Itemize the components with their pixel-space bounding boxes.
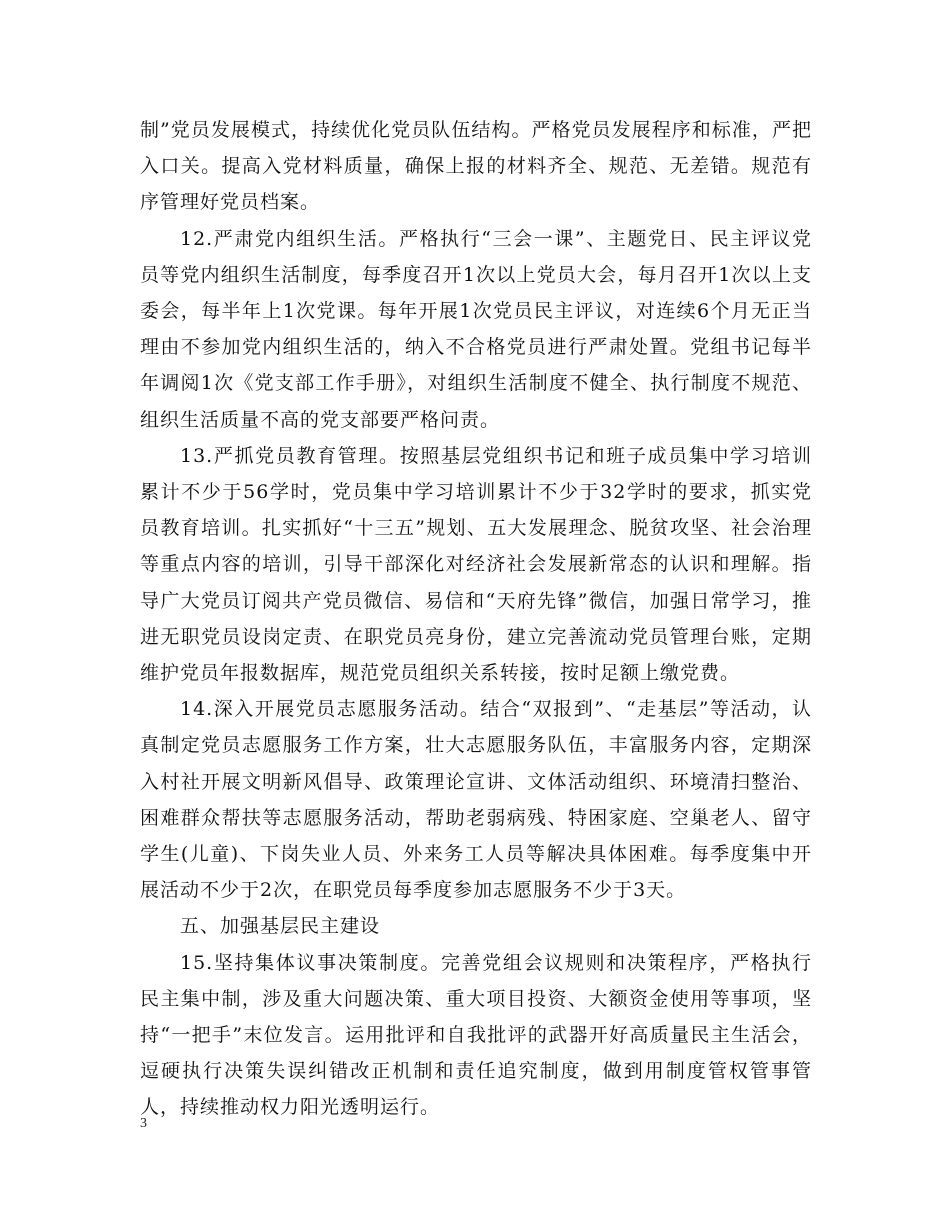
- paragraph-item-13: 13.严抓党员教育管理。按照基层党组织书记和班子成员集中学习培训累计不少于56学时，党员集中学习培训累计不少于32学时的要求，抓实党员教育培训。扎实抓好“十三五”规划、五大发展理念、脱贫攻坚、社会治理等重点内容的培训，引导干部深化对经济社会发展新常态的认识和理解。指导广大党员订阅共产党员微信、易信和“天府先锋”微信，加强日常学习，推进无职党员设岗定责、在职党员亮身份，建立完善流动党员管理台账，定期维护党员年报数据库，规范党员组织关系转接，按时足额上缴党费。: [140, 444, 812, 685]
- paragraph-item-15: 15.坚持集体议事决策制度。完善党组会议规则和决策程序，严格执行民主集中制，涉及重大问题决策、重大项目投资、大额资金使用等事项，坚持“一把手”末位发言。运用批评和自我批评的武器开好高质量民主生活会，逗硬执行决策失误纠错改正机制和责任追究制度，做到用制度管权管事管人，持续推动权力阳光透明运行。: [140, 951, 812, 1119]
- paragraph-item-14: 14.深入开展党员志愿服务活动。结合“双报到”、“走基层”等活动，认真制定党员志愿服务工作方案，壮大志愿服务队伍，丰富服务内容，定期深入村社开展文明新风倡导、政策理论宣讲、文体活动组织、环境清扫整治、困难群众帮扶等志愿服务活动，帮助老弱病残、特困家庭、空巢老人、留守学生(儿童)、下岗失业人员、外来务工人员等解决具体困难。每季度集中开展活动不少于2次，在职党员每季度参加志愿服务不少于3天。: [140, 698, 812, 902]
- section-heading-five: 五、加强基层民主建设: [180, 915, 381, 938]
- paragraph-item-12: 12.严肃党内组织生活。严格执行“三会一课”、主题党日、民主评议党员等党内组织生活制度，每季度召开1次以上党员大会，每月召开1次以上支委会，每半年上1次党课。每年开展1次党员民主评议，对连续6个月无正当理由不参加党内组织生活的，纳入不合格党员进行严肃处置。党组书记每半年调阅1次《党支部工作手册》，对组织生活制度不健全、执行制度不规范、组织生活质量不高的党支部要严格问责。: [140, 227, 812, 431]
- page-number: 3: [140, 1116, 147, 1131]
- paragraph-continuation: 制”党员发展模式，持续优化党员队伍结构。严格党员发展程序和标准，严把入口关。提高入党材料质量，确保上报的材料齐全、规范、无差错。规范有序管理好党员档案。: [140, 119, 812, 214]
- document-body: [140, 112, 812, 1126]
